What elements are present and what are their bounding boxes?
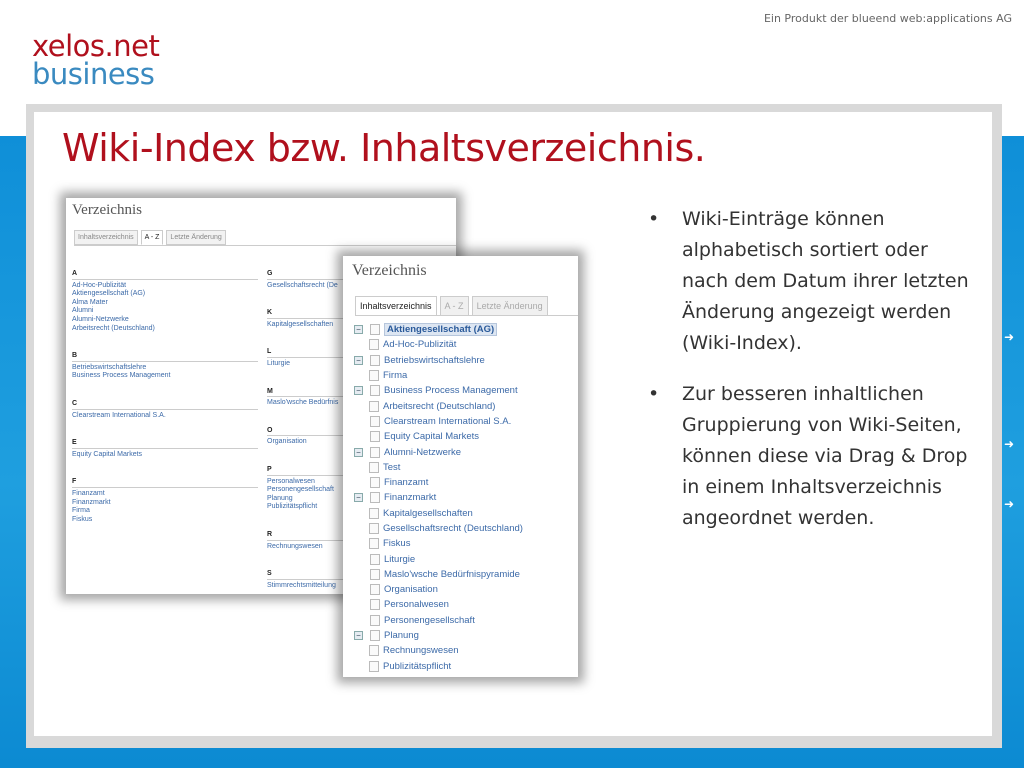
page-icon [370,615,380,626]
bullet-list [648,204,978,554]
tree-child-node[interactable] [354,659,574,674]
page-icon [369,401,379,412]
tree-node[interactable] [354,444,574,459]
tree-node-label: Organisation [384,584,438,596]
collapse-icon[interactable]: − [354,631,363,640]
index-link[interactable]: Personengesellschaft [267,486,334,494]
index-group [72,478,258,524]
tree-node-label: Test [383,461,401,473]
index-link[interactable]: Alumni-Netzwerke [72,315,129,323]
screenshot-heading: Verzeichnis [352,262,427,279]
page-icon [369,538,379,549]
tree-node-label: Personalwesen [384,599,449,611]
tree-child-node[interactable] [354,643,574,658]
index-link[interactable]: Aktiengesellschaft (AG) [72,290,146,298]
index-link[interactable]: Rechnungswesen [267,542,323,550]
bullet-item: • Wiki-Einträge können alphabetisch sortiert oder nach dem Datum ihrer letzten Änderung angezeigt werden (Wiki-Index). [648,204,978,359]
tree-node-label: Finanzmarkt [384,492,437,504]
tree-node-label: Liturgie [384,553,416,565]
tree-node-label: Firma [383,370,408,382]
screenshot-heading: Verzeichnis [72,202,142,218]
tree-node[interactable] [354,628,574,643]
index-link[interactable]: Finanzamt [72,489,105,497]
tab-divider [74,245,456,246]
arrow-right-icon: ➜ [1004,497,1015,511]
tab-inhaltsverzeichnis[interactable]: Inhaltsverzeichnis [355,296,437,316]
tree-node-label: Aktiengesellschaft (AG) [384,323,497,336]
logo-line1: xelos.net [32,29,160,63]
tab-bar [74,230,226,246]
tree-node[interactable] [354,429,574,444]
page-icon [369,339,379,350]
tree-node-label: Finanzamt [384,477,429,489]
tree-node[interactable] [354,582,574,597]
page-icon [369,645,379,656]
index-link[interactable]: Arbeitsrecht (Deutschland) [72,324,155,332]
index-column-1 [72,270,258,543]
page-icon [370,324,380,335]
collapse-icon[interactable]: − [354,493,363,502]
tree-child-node[interactable] [354,337,574,352]
index-link[interactable]: Business Process Management [72,372,171,380]
tree-node[interactable] [354,567,574,582]
page-icon [370,416,380,427]
page-icon [369,508,379,519]
index-link[interactable]: Fiskus [72,515,93,523]
bullet-item: • Zur besseren inhaltlichen Gruppierung von Wiki-Seiten, können diese via Drag & Drop in einem Inhaltsverzeichnis angeordnet werden. [648,379,978,534]
index-letter: G [267,270,357,280]
tree-node-label: Personengesellschaft [384,614,475,626]
index-group [72,352,258,381]
index-link[interactable]: Betriebswirtschaftslehre [72,363,147,371]
tree-child-node[interactable] [354,506,574,521]
collapse-icon[interactable]: − [354,325,363,334]
index-link[interactable]: Kapitalgesellschaften [267,320,334,328]
index-link[interactable]: Organisation [267,438,307,446]
tree-node-label: Equity Capital Markets [384,431,480,443]
tree-node-label: Clearstream International S.A. [384,415,512,427]
page-icon [370,431,380,442]
collapse-icon[interactable]: − [354,356,363,365]
tab-a-z[interactable]: A - Z [141,230,164,245]
page-icon [369,661,379,672]
toc-tree-screenshot [343,256,578,677]
tree-child-node[interactable] [354,460,574,475]
tree-node-label: Rechnungswesen [383,645,459,657]
logo-line2: business [32,57,155,91]
index-letter: M [267,388,357,398]
tab-letzte-aenderung[interactable]: Letzte Änderung [472,296,548,316]
page-icon [370,554,380,565]
tree-node-label: Kapitalgesellschaften [383,507,473,519]
index-link[interactable]: Personalwesen [267,477,315,485]
index-letter: F [72,478,258,488]
tree-child-node[interactable] [354,521,574,536]
tree-node-label: Maslo'wsche Bedürfnispyramide [384,568,520,580]
tree-node-label: Alumni-Netzwerke [384,446,462,458]
index-letter: L [267,348,357,358]
tree-node[interactable] [354,490,574,505]
toc-tree [354,322,574,674]
page-icon [370,385,380,396]
tree-node-label: Betriebswirtschaftslehre [384,354,485,366]
page-icon [369,523,379,534]
index-link[interactable]: Publizitätspflicht [267,503,318,511]
index-link[interactable]: Liturgie [267,359,290,367]
index-group [72,400,258,420]
tree-node-label: Business Process Management [384,385,518,397]
tree-node[interactable] [354,353,574,368]
index-letter: R [267,531,357,541]
index-group [72,439,258,459]
page-icon [369,462,379,473]
tree-child-node[interactable] [354,398,574,413]
index-letter: B [72,352,258,362]
tree-node-label: Fiskus [383,538,411,550]
tab-bar [355,296,548,316]
page-icon [370,492,380,503]
tree-node[interactable] [354,475,574,490]
page-icon [370,630,380,641]
index-letter: S [267,570,357,580]
index-link[interactable]: Equity Capital Markets [72,450,143,458]
logo [32,29,160,91]
page-icon [370,569,380,580]
tree-node[interactable] [354,551,574,566]
page-icon [370,447,380,458]
index-link[interactable]: Ad-Hoc-Publizität [72,281,127,289]
tree-node-label: Ad-Hoc-Publizität [383,339,457,351]
tab-inhaltsverzeichnis[interactable]: Inhaltsverzeichnis [74,230,138,245]
tree-node-label: Arbeitsrecht (Deutschland) [383,400,496,412]
page-icon [369,370,379,381]
arrow-right-icon: ➜ [1004,437,1015,451]
index-letter: C [72,400,258,410]
collapse-icon[interactable]: − [354,386,363,395]
index-group [72,270,258,333]
tree-node[interactable] [354,322,574,337]
tree-node-label: Planung [384,630,419,642]
index-link[interactable]: Maslo'wsche Bedürfnis [267,399,339,407]
tagline: Ein Produkt der blueend web:applications AG [763,12,1012,25]
tab-a-z[interactable]: A - Z [440,296,469,316]
index-link[interactable]: Stimmrechtsmitteilung [267,581,336,589]
tree-node[interactable] [354,597,574,612]
page-icon [370,584,380,595]
index-letter: K [267,309,357,319]
index-link[interactable]: Finanzmarkt [72,498,111,506]
index-link[interactable]: Firma [72,507,90,515]
page-icon [370,355,380,366]
tree-child-node[interactable] [354,536,574,551]
index-link[interactable]: Gesellschaftsrecht (De [267,281,338,289]
arrow-right-icon: ➜ [1004,330,1015,344]
page-icon [370,599,380,610]
tab-divider [355,315,578,316]
index-letter: E [72,439,258,449]
tree-child-node[interactable] [354,368,574,383]
tree-node-label: Gesellschaftsrecht (Deutschland) [383,523,523,534]
index-letter: P [267,466,357,476]
index-link[interactable]: Alumni [72,307,94,315]
tree-node[interactable] [354,613,574,628]
index-letter: O [267,427,357,437]
collapse-icon[interactable]: − [354,448,363,457]
index-link[interactable]: Clearstream International S.A. [72,411,166,419]
tree-node[interactable] [354,383,574,398]
tab-letzte-aenderung[interactable]: Letzte Änderung [166,230,225,245]
index-letter: A [72,270,258,280]
tree-node-label: Publizitätspflicht [383,660,452,672]
tree-node[interactable] [354,414,574,429]
index-link[interactable]: Planung [267,494,293,502]
index-link[interactable]: Alma Mater [72,298,108,306]
page-icon [370,477,380,488]
slide-title: Wiki-Index bzw. Inhaltsverzeichnis. [62,126,706,170]
